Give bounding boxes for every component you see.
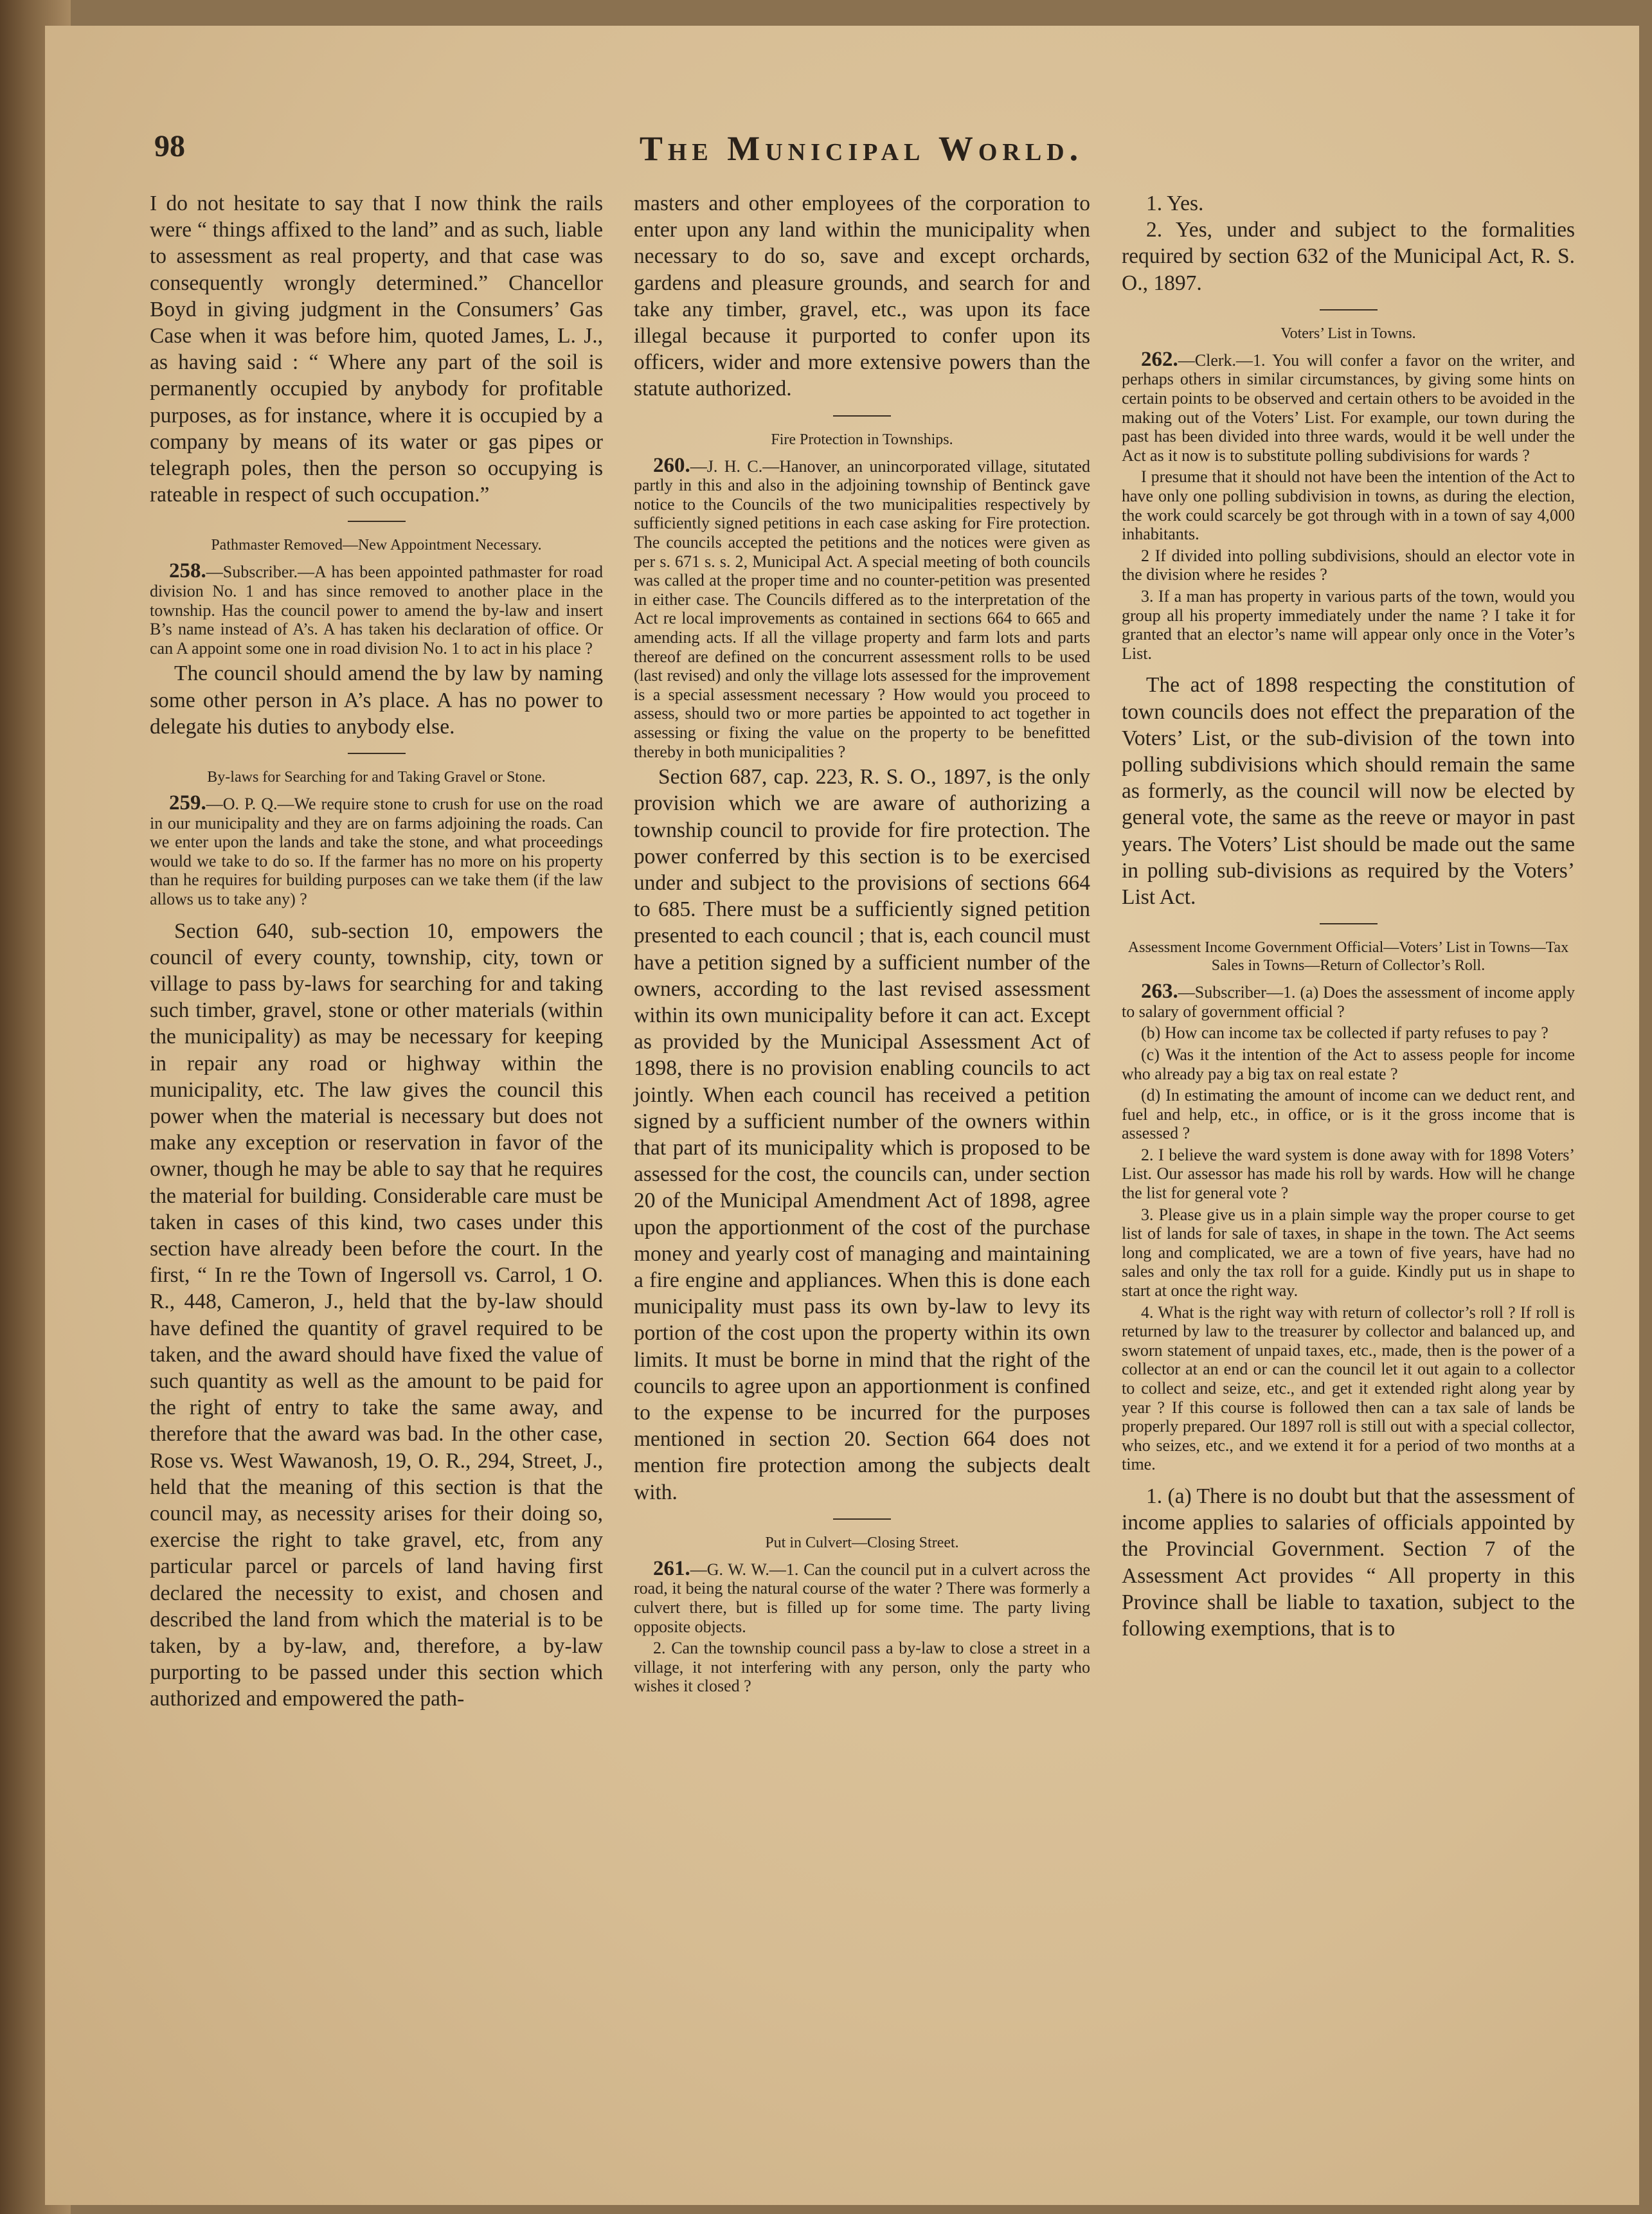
question-262-part-2: 2 If divided into polling subdivisions, should an elector vote in the division where he resides ? <box>1122 546 1575 584</box>
question-260 <box>634 453 1090 762</box>
divider <box>833 415 891 417</box>
heading-263: Assessment Income Government Official—Voters’ List in Towns—Tax Sales in Towns—Return of Collector’s Roll. <box>1127 939 1569 975</box>
question-number: 262. <box>1141 347 1178 371</box>
question-number: 258. <box>169 559 206 583</box>
answer-258: The council should amend the by law by naming some other person in A’s place. A has no power to delegate his duties to anybody else. <box>150 662 603 739</box>
question-261 <box>634 1556 1090 1636</box>
question-263-c: (c) Was it the intention of the Act to assess people for income who already pay a big tax on real estate ? <box>1122 1045 1575 1083</box>
answer-261-2: 2. Yes, under and subject to the formalities required by section 632 of the Municipal Act, R. S. O., 1897. <box>1122 218 1575 295</box>
question-258 <box>150 559 603 658</box>
answer-263: 1. (a) There is no doubt but that the assessment of income applies to salaries of officials appointed by the Provincial Government. Section 7 of the Assessment Act provides “ All property in this Province shall be liable to taxation, subject to the following exemptions, that is to <box>1122 1484 1575 1641</box>
question-text: —J. H. C.—Hanover, an unincorporated village, situtated partly in this and also in the adjoining township of Bentinck gave notice to the Councils of the two municipalities respectively by sufficiently signed petitions in each case asking for Fire protection. The councils accepted the petitions and the notices were given as per s. 671 s. s. 2, Municipal Act. A special meeting of both councils was called at the proper time and no counter-petition was presented in either case. The Councils differed as to the interpretation of the Act re local improvements as contained in sections 664 to 665 and amending acts. If all the village property and farm lots and parts thereof are defined on the concurrent assessment rolls to be used (last revised) and only the village lots assessed for the improvement is a special assessment necessary ? How would you proceed to assess, should two or more parties be appointed to act together in assessing or fixing the value on the property to be benefitted thereby in both municipalities ? <box>634 456 1090 761</box>
column-2 <box>634 190 1090 1698</box>
divider <box>348 753 406 754</box>
question-number: 259. <box>169 791 206 815</box>
question-263-b: (b) How can income tax be collected if party refuses to pay ? <box>1141 1023 1549 1043</box>
question-number: 260. <box>653 453 690 477</box>
question-number: 261. <box>653 1556 690 1580</box>
page-number: 98 <box>154 129 185 163</box>
divider <box>1320 923 1378 924</box>
question-text: —Clerk.—1. You will confer a favor on the writer, and perhaps others in similar circumstances, by giving some hints on certain points to be observed and certain others to be avoided in the making out of the Voters’ List. For example, our town during the past has been divided into three wards, would it be well under the Act as it now is to substitute polling subdivisions for wards ? <box>1122 350 1575 465</box>
answer-260: Section 687, cap. 223, R. S. O., 1897, is the only provision which we are aware of authorizing a township council to provide for fire protection. The power conferred by this section is to be exercised under and subject to the provisions of sections 664 to 685. There must be a sufficiently signed petition presented to each council ; that is, each council must have a petition signed by a sufficient number of the owners, according to the last revised assessment within its own municipality before it can act. Except as provided by the Municipal Assessment Act of 1898, there is no provision enabling councils to act jointly. When each council has received a petition signed by a sufficient number of the owners within that part of its municipality which is proposed to be assessed for the cost, the councils can, under section 20 of the Municipal Amendment Act of 1898, agree upon the apportionment of the cost of the purchase money and yearly cost of managing and maintaining a fire engine and appliances. When this is done each municipality must pass its own by-law to levy its portion of the cost upon the property within its own limits. It must be borne in mind that the right of the councils to agree upon an apportionment is confined to the expense to be incurred for the purposes mentioned in section 20. Section 664 does not mention fire protection among the subjects dealt with. <box>634 765 1090 1504</box>
question-262-part-3: 3. If a man has property in various parts of the town, would you group all his property immediately under the name ? I take it for granted that an elector’s name will appear only once in the Voter’s List. <box>1122 586 1575 663</box>
page-header <box>154 129 1568 180</box>
question-263-part-2: 2. I believe the ward system is done away with for 1898 Voters’ List. Our assessor has made his roll by wards. How will he change the list for general vote ? <box>1122 1145 1575 1203</box>
question-text: —G. W. W.—1. Can the council put in a culvert across the road, it being the natural course of the water ? There was formerly a culvert there, but is filled up for some time. The party living opposite objects. <box>634 1560 1090 1636</box>
question-263-d: (d) In estimating the amount of income can we deduct rent, and fuel and help, etc., in office, or is it the gross income that is assessed ? <box>1122 1086 1575 1143</box>
question-text: —O. P. Q.—We require stone to crush for use on the road in our municipality and they are on farms adjoining the roads. Can we enter upon the lands and take the stone, and what proceedings would we take to do so. If the farmer has no more on his property than he requires for building purposes can we take them (if the law allows us to take any) ? <box>150 795 603 908</box>
heading-261: Put in Culvert—Closing Street. <box>765 1534 959 1551</box>
question-number: 263. <box>1141 980 1178 1004</box>
divider <box>348 521 406 522</box>
question-262 <box>1122 347 1575 465</box>
heading-262: Voters’ List in Towns. <box>1280 325 1416 342</box>
answer-259: Section 640, sub-section 10, empowers the council of every county, township, city, town or village to pass by-laws for searching for and taking such timber, gravel, stone or other materials (within the municipality) as may be necessary for keeping in repair any road or highway within the municipality, etc. The law gives the council this power when the material is necessary but does not make any exception or reservation in favor of the owner, though he may be able to say that he requires the material for building. Considerable care must be taken in cases of this kind, two cases under this section have already been before the court. In the first, “ In re the Town of Ingersoll vs. Carrol, 1 O. R., 448, Cameron, J., held that the by-law should have defined the quantity of gravel required to be taken, and the award should have fixed the value of such quantity as well as the amount to be paid for the right of entry to take the same away, and therefore that the award was bad. In the other case, Rose vs. West Wawanosh, 19, O. R., 294, Street, J., held that the meaning of this section is that the council may, as necessity arises for their doing so, exercise the right to take gravel, etc, from any particular parcel or parcels of land having first declared the necessity to exist, and chosen and described the land from which the material is to be taken, by a by-law, and, therefore, a by-law purporting to be passed under this section which authorized and empowered the path- <box>150 919 603 1711</box>
divider <box>833 1518 891 1520</box>
column-3 <box>1122 190 1575 1642</box>
question-text: —Subscriber—1. (a) Does the assessment of income apply to salary of government official ? <box>1122 983 1575 1021</box>
column-1 <box>150 190 603 1713</box>
question-259 <box>150 791 603 909</box>
page-title: The Municipal World. <box>639 129 1084 168</box>
divider <box>1320 309 1378 310</box>
question-263 <box>1122 982 1575 1021</box>
answer-262: The act of 1898 respecting the constitution of town councils does not effect the preparation of the Voters’ List, or the sub-division of the town into polling subdivisions which should remain the same as formerly, as the council will now be elected by general vote, the same as the reeve or mayor in past years. The Voters’ List should be made out the same in polling sub-divisions as required by the Voters’ List Act. <box>1122 673 1575 909</box>
question-261-part-2: 2. Can the township council pass a by-law to close a street in a village, it not interfering with any person, only the party who wishes it closed ? <box>634 1639 1090 1696</box>
paragraph-intro: I do not hesitate to say that I now think the rails were “ things affixed to the land” and as such, liable to assessment as real property, and that case was consequently wrongly determined.” Chancellor Boyd in giving judgment in the Consumers’ Gas Case when it was before him, quoted James, L. J., as having said : “ Where any part of the soil is permanently occupied by anybody for profitable purposes, as for instance, where it is occupied by a company by means of its water or gas pipes or telegraph poles, then the person so occupying is rateable in respect of such occupation.” <box>150 192 603 507</box>
question-262-note: I presume that it should not have been the intention of the Act to have only one polling subdivision in towns, as during the election, the work could scarcely be got through with in a town of say 4,000 inhabitants. <box>1122 467 1575 544</box>
answer-261-1: 1. Yes. <box>1146 192 1204 215</box>
heading-258: Pathmaster Removed—New Appointment Necessary. <box>211 537 542 554</box>
heading-260: Fire Protection in Townships. <box>771 431 953 448</box>
question-263-part-3: 3. Please give us in a plain simple way the proper course to get list of lands for sale of taxes, in shape in the town. The Act seems long and complicated, we are a town of five years, have had no sales and only the tax roll for a guide. Kindly put us in shape to start at once the right way. <box>1122 1205 1575 1300</box>
question-263-part-4: 4. What is the right way with return of collector’s roll ? If roll is returned by law to the treasurer by collector and balanced up, and sworn statement of unpaid taxes, etc., made, then is the power of a collector at an end or can the council let it out again to a collector to collect and seize, etc., and get it extended right along year by year ? If this course is followed then can a tax sale of lands be properly prepared. Our 1897 roll is still out with a special collector, who seizes, etc., and we extend it for a period of two months at a time. <box>1122 1302 1575 1474</box>
paragraph-continued: masters and other employees of the corporation to enter upon any land within the municipality when necessary to do so, save and except orchards, gardens and pleasure grounds, and search for and take any timber, gravel, etc., was upon its face illegal because it purported to confer upon its officers, wider and more extensive powers than the statute authorized. <box>634 192 1090 401</box>
heading-259: By-laws for Searching for and Taking Gravel or Stone. <box>207 769 546 786</box>
question-text: —Subscriber.—A has been appointed pathmaster for road division No. 1 and has since removed to another place in the township. Has the council power to amend the by-law and insert B’s name instead of A’s. A has taken his declaration of office. Or can A appoint some one in road division No. 1 to act in his place ? <box>150 562 603 658</box>
